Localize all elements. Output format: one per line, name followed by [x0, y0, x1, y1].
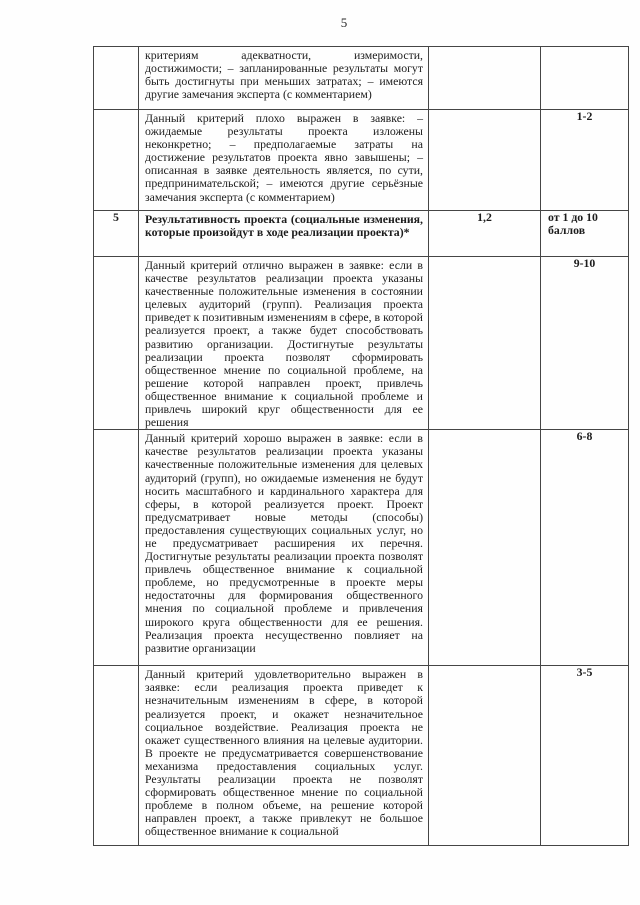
criterion-number-cell — [94, 430, 139, 666]
criterion-number-cell — [94, 666, 139, 846]
criterion-text-cell — [139, 430, 429, 666]
coefficient-cell — [429, 47, 541, 110]
score-cell — [541, 47, 629, 110]
criterion-text: Данный критерий удовлетворительно выражен в заявке: если реализация проекта приведет к незначительным изменениям в сфере, в которой реализуется проект, и окажет незначительное социальное воздействие. Реализация проекта не окажет существенного влияния на целевые аудитории. В проекте не предусматривается совершенствование механизма предоставления социальных услуг. Результаты реализации проекта не позволят сформировать общественное мнение по социальной проблеме в полном объеме, на решение которой направлен проект, а также привлекут не большое общественное внимание к социальной — [145, 667, 423, 839]
criterion-text-cell — [139, 47, 429, 110]
coefficient-cell — [429, 110, 541, 211]
criterion-text: Данный критерий хорошо выражен в заявке: если в качестве результатов реализации проекта указаны качественные положительные изменения для целевых аудиторий (групп), но ожидаемые изменения не будут носить масштабного и кардинального характера для сферы, в которой реализуется проект. Проект предусматривает новые методы (способы) предоставления существующих социальных услуг, но не предусматривает расширения их перечня. Достигнутые результаты реализации проекта позволят привлечь общественное внимание к социальной проблеме, но предусмотренные в проекте меры недостаточны для формирования общественного мнения по социальной проблеме и привлечения широкого круга общественности для ее решения. Реализация проекта несущественно повлияет на развитие организации — [145, 431, 423, 655]
criterion-number-cell — [94, 47, 139, 110]
page-number: 5 — [340, 15, 348, 30]
criterion-number-cell — [94, 110, 139, 211]
score-range-cell: от 1 до 10 баллов — [541, 211, 629, 257]
criterion-number-cell: 5 — [94, 211, 139, 257]
score-cell: 1-2 — [541, 110, 629, 211]
table-row — [94, 47, 629, 110]
score-cell: 9-10 — [541, 257, 629, 430]
coefficient-cell: 1,2 — [429, 211, 541, 257]
table-row — [94, 110, 629, 211]
criterion-title: Результативность проекта (социальные изменения, которые произойдут в ходе реализации проекта)* — [145, 212, 423, 240]
criterion-text: критериям адекватности, измеримости, достижимости; – запланированные результаты могут быть достигнуты при меньших затратах; – имеются другие замечания эксперта (с комментарием) — [145, 48, 423, 102]
criterion-title-cell — [139, 211, 429, 257]
criterion-number-cell — [94, 257, 139, 430]
coefficient-cell — [429, 430, 541, 666]
criterion-text: Данный критерий отлично выражен в заявке: если в качестве результатов реализации проекта указаны качественные положительные изменения в состоянии целевых аудиторий (групп). Реализация проекта приведет к позитивным изменениям в сфере, в которой реализуется проект, а также будет способствовать развитию организации. Достигнутые результаты реализации проекта позволят сформировать общественное мнение по социальной проблеме, на решение которой направлен проект, привлечь общественное внимание к социальной проблеме и привлечь широкий круг общественности для ее решения — [145, 258, 423, 430]
table-row — [94, 257, 629, 430]
table-row — [94, 430, 629, 666]
table-row — [94, 666, 629, 846]
criterion-text-cell — [139, 110, 429, 211]
evaluation-criteria-table — [93, 46, 629, 846]
score-cell: 3-5 — [541, 666, 629, 846]
table-row — [94, 211, 629, 257]
coefficient-cell — [429, 257, 541, 430]
criterion-text: Данный критерий плохо выражен в заявке: – ожидаемые результаты проекта изложены неконкретно; – предполагаемые затраты на достижение результатов проекта явно завышены; – описанная в заявке деятельность является, по сути, предпринимательской; – имеются другие серьёзные замечания эксперта (с комментарием) — [145, 111, 423, 204]
coefficient-cell — [429, 666, 541, 846]
criterion-text-cell — [139, 666, 429, 846]
score-cell: 6-8 — [541, 430, 629, 666]
criterion-text-cell — [139, 257, 429, 430]
